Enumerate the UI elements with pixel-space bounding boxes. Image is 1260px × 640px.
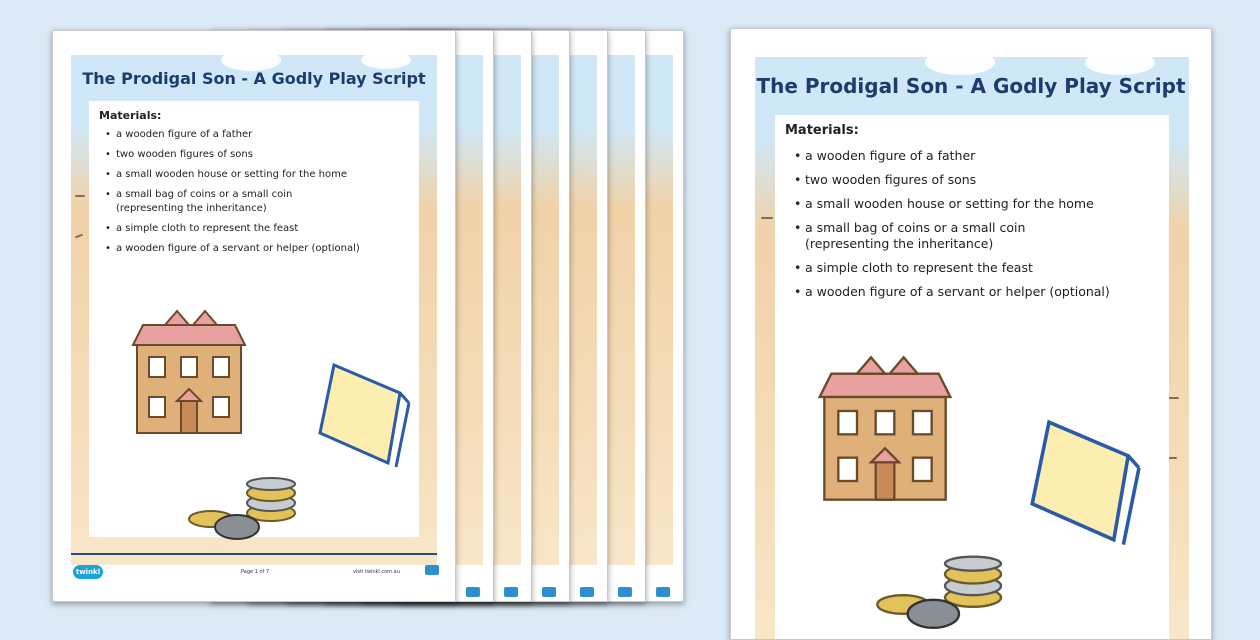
material-item: • a small wooden house or setting for the home <box>116 169 416 189</box>
material-item: • two wooden figures of sons <box>805 172 1165 196</box>
material-item: • a small wooden house or setting for the home <box>805 196 1165 220</box>
materials-panel <box>775 115 1169 639</box>
coins-illustration <box>187 477 307 543</box>
page-number: Page 1 of 7 <box>241 569 270 575</box>
material-item: • a wooden figure of a servant or helper (optional) <box>116 243 416 263</box>
front-page-large <box>730 28 1212 640</box>
material-item: • a wooden figure of a father <box>116 129 416 149</box>
twinkl-logo: twinkl <box>73 565 103 579</box>
material-item: • two wooden figures of sons <box>116 149 416 169</box>
materials-heading: Materials: <box>785 123 859 138</box>
material-item: • a wooden figure of a father <box>805 148 1165 172</box>
material-item-continuation: (representing the inheritance) <box>805 236 994 251</box>
dollhouse-illustration <box>129 301 249 437</box>
folded-cloth-illustration <box>1025 415 1145 547</box>
folded-cloth-illustration <box>314 359 414 469</box>
material-item: • a small bag of coins or a small coin <box>116 189 416 203</box>
coins-illustration <box>875 555 1015 633</box>
material-item: • a simple cloth to represent the feast <box>805 260 1165 284</box>
materials-list <box>116 129 416 263</box>
dollhouse-illustration <box>815 345 955 505</box>
front-page-small <box>52 30 456 602</box>
materials-panel <box>89 101 419 537</box>
materials-heading: Materials: <box>99 109 162 122</box>
page-title: The Prodigal Son - A Godly Play Script <box>756 74 1186 98</box>
materials-list <box>805 148 1165 308</box>
page-title: The Prodigal Son - A Godly Play Script <box>82 69 426 88</box>
website-link: visit twinkl.com.au <box>353 569 400 575</box>
material-item: • a simple cloth to represent the feast <box>116 223 416 243</box>
material-item-continuation: (representing the inheritance) <box>116 203 267 214</box>
material-item: • a small bag of coins or a small coin <box>805 220 1165 236</box>
material-item: • a wooden figure of a servant or helper (optional) <box>805 284 1165 308</box>
